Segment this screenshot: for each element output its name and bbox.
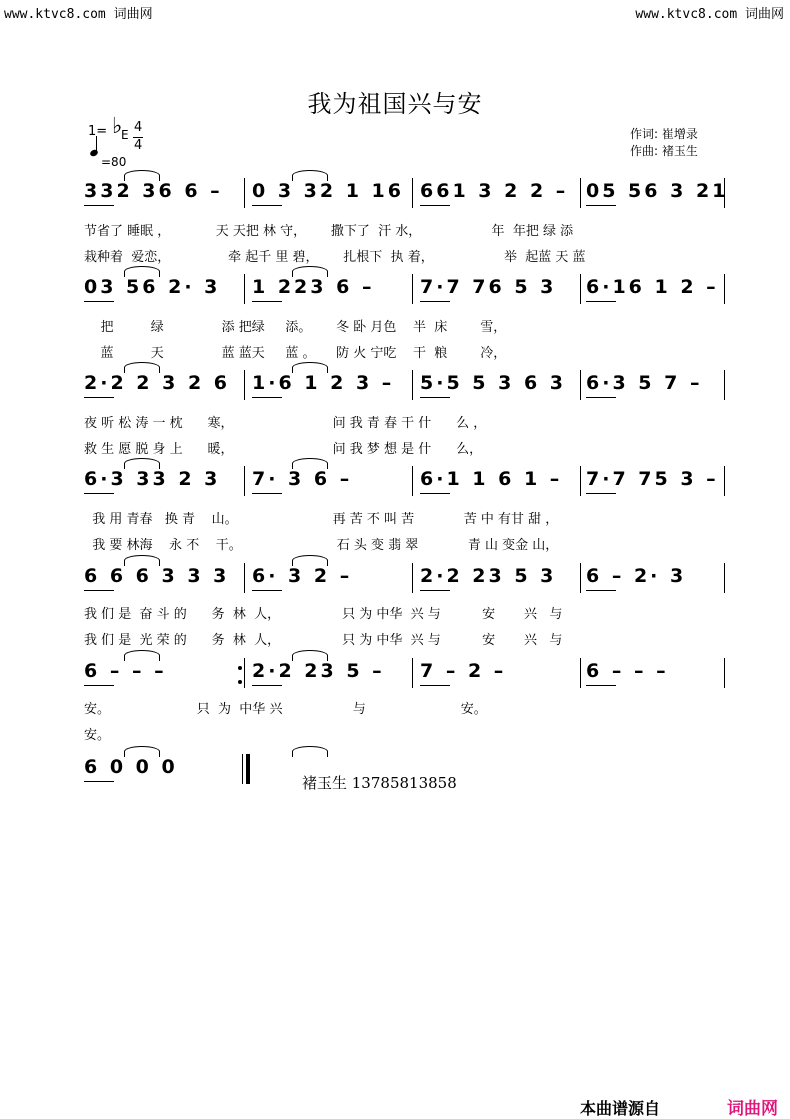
barline (412, 466, 413, 496)
barline (724, 274, 725, 304)
measure-notes: 7 – 2 – (420, 660, 507, 682)
final-barline-thick (246, 754, 250, 784)
measure-notes: 2·2 23 5 – (252, 660, 385, 682)
barline (244, 370, 245, 400)
measure-notes: 6·1 1 6 1 – (420, 468, 563, 490)
measure-notes: 2·2 23 5 3 (420, 565, 557, 587)
beam-underline (420, 590, 450, 591)
measure-notes: 6·3 33 2 3 (84, 468, 221, 490)
measure-notes: 6 – – – (586, 660, 669, 682)
measure-notes: 2·2 2 3 2 6 (84, 372, 230, 394)
composer-credit: 作曲: 褚玉生 (630, 144, 698, 158)
tempo-value: =80 (101, 155, 127, 169)
lyric-line: 安。 (84, 728, 111, 743)
beam-underline (84, 301, 114, 302)
footer-brand-logo: 词曲网 (727, 1099, 778, 1119)
song-title: 我为祖国兴与安 (307, 90, 483, 118)
site-watermark-left: www.ktvc8.com 词曲网 (4, 7, 153, 22)
barline (412, 370, 413, 400)
slur-arc (292, 746, 328, 757)
lyric-line: 我 用 青春 换 青 山。 再 苦 不 叫 苦 苦 中 有甘 甜 ， (84, 512, 559, 527)
lyric-line: 我 要 林海 永 不 干。 石 头 变 翡 翠 青 山 变金 山， (84, 538, 559, 553)
barline (244, 466, 245, 496)
measure-notes: 1·6 1 2 3 – (252, 372, 395, 394)
barline (724, 370, 725, 400)
barline (724, 563, 725, 593)
lyric-line: 蓝 天 蓝 蓝天 蓝 。 防 火 宁吃 干 粮 冷， (84, 346, 507, 361)
lyric-line: 我 们 是 奋 斗 的 务 林 人， 只 为 中华 兴 与 安 兴 与 (84, 607, 563, 622)
beam-underline (586, 205, 616, 206)
slur-arc (124, 650, 160, 661)
lyric-line: 节省了 睡眠 ， 天 天把 林 守， 撒下了 汗 水， 年 年把 绿 添 (84, 224, 574, 239)
beam-underline (252, 590, 282, 591)
measure-notes: 332 36 6 – (84, 180, 223, 202)
slur-arc (124, 555, 160, 566)
barline (724, 466, 725, 496)
beam-underline (84, 685, 114, 686)
footer-source-label: 本曲谱源自 (580, 1099, 661, 1118)
lyric-line: 救 生 愿 脱 身 上 暖， 问 我 梦 想 是 什 么， (84, 442, 483, 457)
beam-underline (420, 301, 450, 302)
beam-underline (252, 205, 282, 206)
barline (412, 178, 413, 208)
score-line (0, 276, 790, 306)
signature: 褚玉生 13785813858 (302, 774, 457, 792)
beam-underline (252, 493, 282, 494)
final-barline-thin (242, 754, 243, 784)
barline (724, 178, 725, 208)
slur-arc (124, 362, 160, 373)
barline (244, 274, 245, 304)
slur-arc (292, 650, 328, 661)
quarter-note-stem (96, 136, 97, 153)
lyric-line: 我 们 是 光 荣 的 务 林 人， 只 为 中华 兴 与 安 兴 与 (84, 633, 563, 648)
slur-arc (292, 170, 328, 181)
barline (244, 178, 245, 208)
lyric-line: 安。 只 为 中华 兴 与 安。 (84, 702, 487, 717)
measure-notes: 6 6 6 3 3 3 (84, 565, 230, 587)
measure-notes: 6 – – – (84, 660, 167, 682)
lyricist-credit: 作词: 崔增录 (630, 127, 698, 141)
measure-notes: 661 3 2 2 – (420, 180, 569, 202)
barline (412, 563, 413, 593)
measure-notes: 6·16 1 2 – (586, 276, 719, 298)
beam-underline (84, 493, 114, 494)
measure-notes: 6·3 5 7 – (586, 372, 703, 394)
beam-underline (586, 493, 616, 494)
barline (580, 658, 581, 688)
beam-underline (586, 590, 616, 591)
score-line (0, 660, 790, 690)
measure-notes: 0 3 32 1 16 (252, 180, 405, 202)
measure-notes: 6 0 0 0 (84, 756, 178, 778)
barline (580, 466, 581, 496)
measure-notes: 03 56 2· 3 (84, 276, 221, 298)
key-prefix: 1= (88, 124, 108, 139)
score-line (0, 565, 790, 595)
measure-notes: 7· 3 6 – (252, 468, 353, 490)
quarter-note-icon (89, 149, 99, 158)
barline (724, 658, 725, 688)
beam-underline (84, 590, 114, 591)
beam-underline (252, 685, 282, 686)
slur-arc (124, 170, 160, 181)
slur-arc (292, 555, 328, 566)
slur-arc (292, 362, 328, 373)
key-note: E (121, 128, 129, 142)
beam-underline (84, 397, 114, 398)
key-flat-sign: ♭ (112, 114, 123, 139)
measure-notes: 6 – 2· 3 (586, 565, 687, 587)
score-line (0, 372, 790, 402)
slur-arc (124, 458, 160, 469)
slur-arc (124, 266, 160, 277)
beam-underline (252, 397, 282, 398)
beam-underline (420, 205, 450, 206)
lyric-line: 夜 听 松 涛 一 枕 寒， 问 我 青 春 干 什 么 ， (84, 416, 487, 431)
beam-underline (84, 205, 114, 206)
slur-arc (292, 458, 328, 469)
meter-denominator: 4 (134, 138, 143, 153)
slur-arc (124, 746, 160, 757)
score-line (0, 180, 790, 210)
barline (580, 370, 581, 400)
beam-underline (420, 685, 450, 686)
barline (244, 658, 245, 688)
measure-notes: 05 56 3 21 (586, 180, 729, 202)
meter-numerator: 4 (134, 120, 143, 135)
barline (580, 563, 581, 593)
beam-underline (252, 301, 282, 302)
score-line (0, 468, 790, 498)
beam-underline (420, 397, 450, 398)
slur-arc (292, 266, 328, 277)
lyric-line: 栽种着 爱恋， 牵 起千 里 碧， 扎根下 执 着， 举 起蓝 天 蓝 (84, 250, 586, 265)
barline (412, 658, 413, 688)
barline (244, 563, 245, 593)
measure-notes: 6· 3 2 – (252, 565, 353, 587)
barline (412, 274, 413, 304)
measure-notes: 1 223 6 – (252, 276, 375, 298)
measure-notes: 7·7 76 5 3 (420, 276, 557, 298)
measure-notes: 7·7 75 3 – (586, 468, 719, 490)
barline (580, 178, 581, 208)
beam-underline (586, 685, 616, 686)
beam-underline (586, 301, 616, 302)
site-watermark-right: www.ktvc8.com 词曲网 (635, 7, 784, 22)
beam-underline (586, 397, 616, 398)
lyric-line: 把 绿 添 把绿 添。 冬 卧 月色 半 床 雪， (84, 320, 507, 335)
beam-underline (420, 493, 450, 494)
repeat-dot (238, 680, 242, 684)
measure-notes: 5·5 5 3 6 3 (420, 372, 566, 394)
beam-underline (84, 781, 114, 782)
repeat-dot (238, 666, 242, 670)
barline (580, 274, 581, 304)
